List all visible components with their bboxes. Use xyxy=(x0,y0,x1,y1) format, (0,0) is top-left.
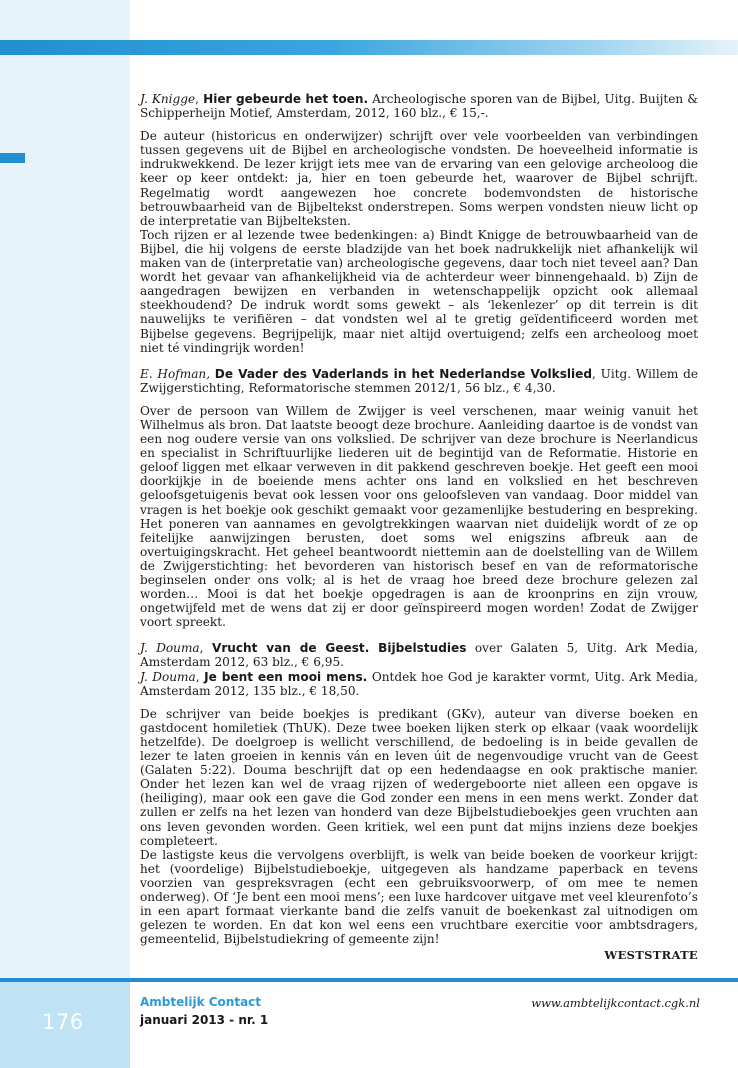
header-color-band xyxy=(0,40,738,55)
review-author: J. Douma xyxy=(140,669,196,684)
review-author: E. Hofman, xyxy=(140,366,211,381)
review-paragraph: De lastigste keus die vervolgens overblijft, is welk van beide boeken de voorkeur krijgt: het (voordelige) Bijbelstudieboekje, uitgegeven als handzame paperback en tevens voorzien van gespreksvragen (echt een gebruiksvoorwerp, of om mee te nemen onderweg). Of ‘Je bent een mooi mens’; een luxe hardcover uitgave met veel kleurenfoto’s in een apart formaat vierkante band die zelfs vanuit de boekenkast zal uitnodigen om gelezen te worden. En dat kon wel eens een vruchtbare exercitie voor ambtsdragers, gemeentelid, Bijbelstudiekring of gemeente zijn! xyxy=(140,847,698,947)
reviewer-signature: WESTSTRATE xyxy=(604,948,698,963)
review-title: Hier gebeurde het toen. xyxy=(203,92,369,106)
review-details: , Uitg. Willem de Zwijgerstichting, Reformatorische stemmen 2012/1, 56 blz., € 4,30. xyxy=(140,366,698,395)
review-title: De Vader des Vaderlands in het Nederlandse Volkslied xyxy=(214,366,593,381)
review-paragraph: De auteur (historicus en onderwijzer) schrijft over vele voorbeelden van verbindingen tussen gegevens uit de Bijbel en archeologische vondsten. De hoeveelheid informatie is indrukwekkend. De lezer krijgt iets mee van de ervaring van een gelovige archeoloog die keer op keer ontdekt: ja, hier en toen gebeurde het, waarover de Bijbel schrijft. Regelmatig wordt aangewezen hoe concrete bodemvondsten de historische betrouwbaarheid van de Bijbeltekst onderstrepen. Soms werpen vondsten nieuw licht op de interpretatie van Bijbelteksten. xyxy=(140,129,698,228)
review-reference: J. Douma, Je bent een mooi mens. Ontdek hoe God je karakter vormt, Uitg. Ark Media, Amsterdam 2012, 135 blz., € 18,50. xyxy=(140,669,698,698)
review-reference xyxy=(140,367,698,395)
review-title: Vrucht van de Geest. Bijbelstudies xyxy=(211,641,467,656)
review-paragraph: De schrijver van beide boekjes is predikant (GKv), auteur van diverse boeken en gastdocent homiletiek (ThUK). Deze twee boeken lijken sterk op elkaar (vaak woordelijk hetzelfde). De doelgroep is wellicht verschillend, de bedoeling is in beide gevallen de lezer te laten groeien in kennis ván en leven úit de negenvoudige vrucht van de Geest (Galaten 5:22). Douma beschrijft dat op een hedendaagse en ook praktische manier. Onder het lezen kan wel de vraag rijzen of wedergeboorte niet alleen een opgave is (heiliging), maar ook een gave die God zonder een mens in een mens werkt. Zonder dat zullen er zelfs na het lezen van honderd van deze Bijbelstudieboekjes geen vruchten aan ons leven gevonden worden. Geen kritiek, wel een punt dat mijns inziens deze boekjes completeert. xyxy=(140,706,698,848)
review-title: Je bent een mooi mens. xyxy=(204,669,368,684)
review-details: over Galaten 5, Uitg. Ark Media, Amsterdam 2012, 63 blz., € 6,95. xyxy=(140,641,698,670)
review-paragraph: Toch rijzen er al lezende twee bedenkingen: a) Bindt Knigge de betrouwbaarheid van de Bijbel, die hij volgens de eerste bladzijde van het boek nadrukkelijk niet afhankelijk wil maken van de (interpretatie van) archeologische gegevens, daar toch niet teveel aan? Dan wordt het gevaar van afhankelijkheid via de achterdeur weer binnengehaald. b) Zijn de aangedragen bewijzen en verbanden in wetenschappelijk opzicht ook allemaal steekhoudend? De indruk wordt soms gewekt – als ‘lekenlezer’ op dit terrein is dit nauwelijks te verifiëren – dat vondsten wel al te gretig geïdentificeerd worden met Bijbelse gegevens. Begrijpelijk, maar niet altijd overtuigend; zelfs een archeoloog moet niet té vindingrijk worden! xyxy=(140,227,698,355)
review-author: J. Knigge xyxy=(140,92,196,106)
page-number: 176 xyxy=(42,1010,84,1034)
review-details: Archeologische sporen van de Bijbel, Uitg. Buijten & Schipperheijn Motief, Amsterdam, 2012, 160 blz., € 15,-. xyxy=(140,92,698,121)
review-reference: J. Douma, Vrucht van de Geest. Bijbelstudies over Galaten 5, Uitg. Ark Media, Amsterdam 2012, 63 blz., € 6,95. xyxy=(140,641,698,670)
review-paragraph: Over de persoon van Willem de Zwijger is veel verschenen, maar weinig vanuit het Wilhelmus als bron. Dat laatste beoogt deze brochure. Aanleiding daartoe is de vondst van een nog oudere versie van ons volkslied. De schrijver van deze brochure is Neerlandicus en specialist in Schriftuurlijke liederen uit de begintijd van de Reformatie. Historie en geloof liggen met elkaar verweven in dit pakkend geschreven boekje. Het geeft een mooi doorkijkje in de boeiende mens achter ons land en volkslied en het beschreven geloofsgetuigenis bevat ook lessen voor ons geloofsleven van vandaag. Door middel van vragen is het boekje ook geschikt gemaakt voor gezamenlijke bestudering en bespreking. Het poneren van aannames en gevolgtrekkingen waarvan niet duidelijk wordt of ze op feitelijke aanwijzingen berusten, doet soms wel enigszins afbreuk aan de overtuigingskracht. Het geheel beantwoordt niettemin aan de doelstelling van de Willem de Zwijgerstichting: het bevorderen van historisch besef en van de reformatorische beginselen onder ons volk; al is het de vraag hoe breed deze brochure gelezen zal worden… Mooi is dat het boekje opgedragen is aan de kroonprins en zijn vrouw, ongetwijfeld met de wens dat zij er door geïnspireerd mogen worden! Zodat de Zwijger voort spreekt. xyxy=(140,403,699,630)
review-details: Ontdek hoe God je karakter vormt, Uitg. Ark Media, Amsterdam 2012, 135 blz., € 18,50. xyxy=(140,669,698,698)
publication-name: Ambtelijk Contact xyxy=(140,995,262,1009)
publication-url[interactable]: www.ambtelijkcontact.cgk.nl xyxy=(531,996,700,1010)
review-reference: J. Knigge, Hier gebeurde het toen. Archeologische sporen van de Bijbel, Uitg. Buijten & Schipperheijn Motief, Amsterdam, 2012, 160 blz., € 15,-. xyxy=(140,92,698,121)
section-marker-tab xyxy=(0,153,25,163)
reviews-column xyxy=(140,92,698,962)
review-author: J. Douma xyxy=(140,641,200,656)
publication-issue: januari 2013 - nr. 1 xyxy=(140,1013,269,1027)
